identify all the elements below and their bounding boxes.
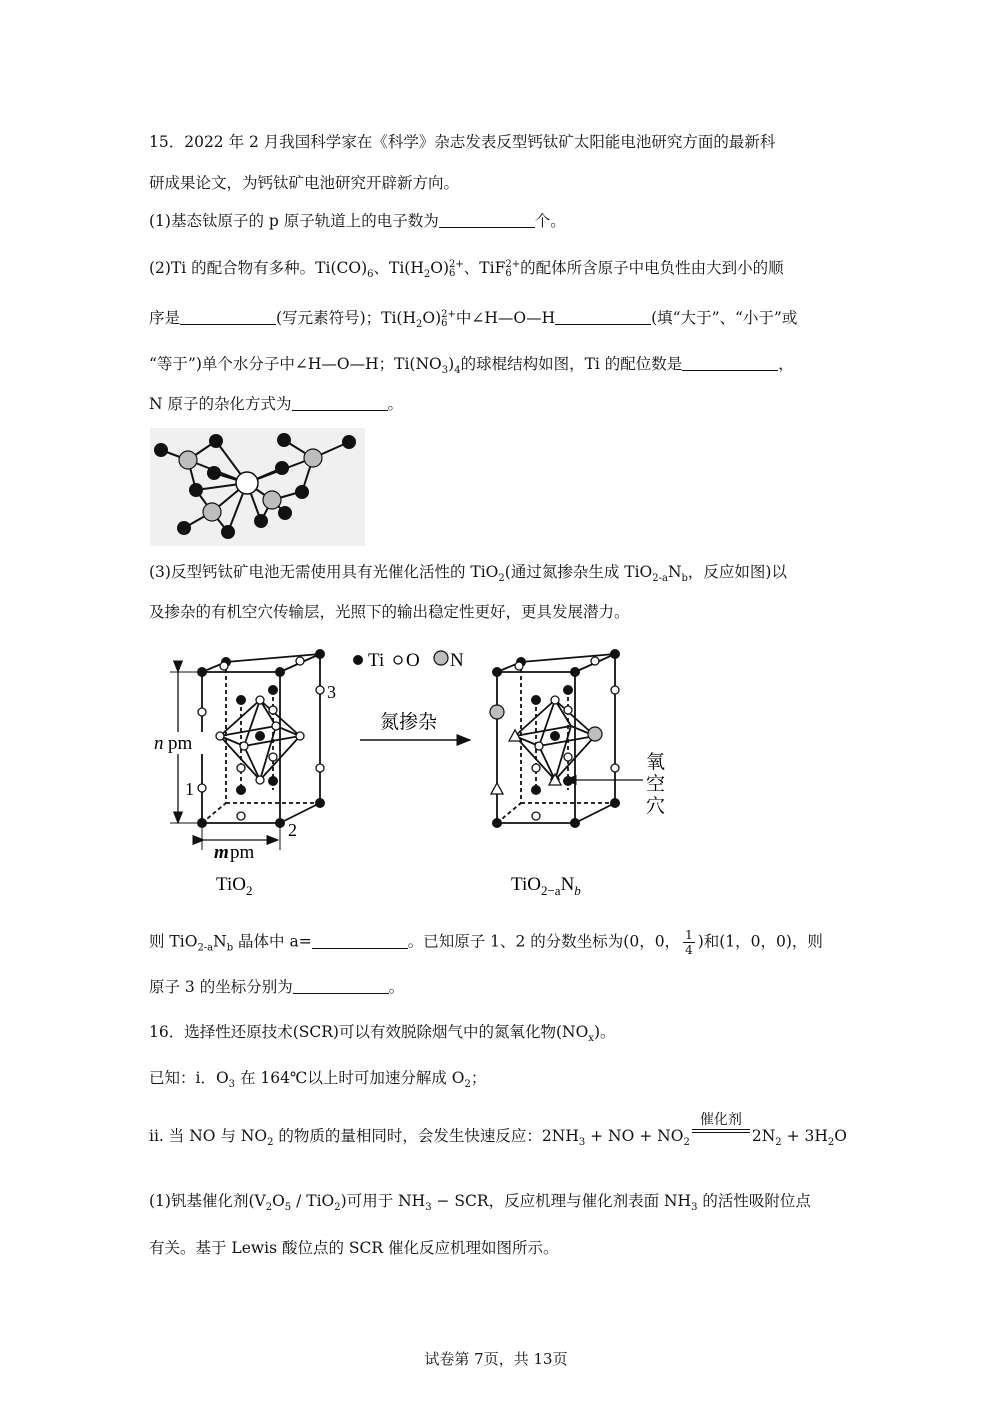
oxygen-atom — [278, 506, 292, 520]
subscript: x — [588, 1033, 594, 1045]
q15-part2-line4 — [149, 392, 403, 414]
text: (通过氮掺杂生成 TiO — [504, 563, 653, 581]
text: 已知：i．O — [149, 1069, 229, 1087]
q15-part1-tail: 个。 — [534, 212, 566, 230]
charge-index: 2+ 6 — [449, 259, 464, 279]
oxygen-atom — [177, 521, 191, 535]
oxygen-atom — [154, 443, 168, 457]
text: 、TiF — [463, 259, 506, 277]
dimension-m-label: m — [214, 842, 229, 863]
subscript: 6 — [367, 269, 374, 281]
text: )可用于 NH — [340, 1192, 426, 1210]
q15-part3-line2: 及掺杂的有机空穴传输层，光照下的输出稳定性更好，更具发展潜力。 — [149, 603, 630, 621]
text: 序是 — [149, 309, 181, 327]
text: (2)Ti 的配合物有多种。Ti(CO) — [149, 259, 368, 277]
atom-2-label: 2 — [288, 820, 297, 840]
legend-o: O — [406, 650, 420, 671]
subscript: 3 — [228, 1079, 236, 1091]
text: + NO + NO — [585, 1127, 684, 1145]
subscript: b — [226, 942, 234, 954]
text: 的物质的量相同时，会发生快速反应：2NH — [273, 1127, 579, 1145]
crystal-doping-figure — [148, 640, 708, 900]
q15-part2-line1 — [149, 256, 784, 280]
oxygen-atom — [295, 485, 309, 499]
q15-part3-line3 — [149, 928, 823, 957]
subscript: 2 — [683, 1137, 690, 1149]
text: 的配体所含原子中电负性由大到小的顺 — [520, 259, 784, 277]
answer-blank[interactable] — [180, 310, 276, 325]
charge-index: 2+ 6 — [441, 309, 456, 329]
subscript: b — [681, 573, 688, 585]
answer-blank[interactable] — [312, 934, 408, 949]
subscript: 2 — [415, 319, 423, 331]
nitrogen-atom — [263, 491, 281, 509]
answer-blank[interactable] — [439, 213, 535, 228]
q15-part2-line2 — [149, 306, 797, 330]
subscript: 2 — [827, 1137, 835, 1149]
text: (写元素符号)；Ti(H — [276, 309, 416, 327]
text: ， — [778, 355, 794, 373]
q15-part2-line3 — [149, 352, 794, 376]
subscript: 5 — [284, 1202, 292, 1214]
answer-blank[interactable] — [292, 396, 388, 411]
answer-blank[interactable] — [555, 310, 651, 325]
oxygen-atom — [275, 461, 289, 475]
oxygen-atom — [277, 433, 291, 447]
text: 、Ti(H — [373, 259, 424, 277]
ball-stick-structure-figure — [150, 428, 365, 546]
text: )和(1，0，0)，则 — [697, 932, 823, 951]
nitrogen-doping-label: 氮掺杂 — [380, 712, 438, 733]
nitrogen-atom — [179, 451, 197, 469]
dimension-m-unit: pm — [230, 842, 255, 863]
q15-line2: 研成果论文，为钙钛矿电池研究开辟新方向。 — [149, 174, 460, 192]
text: ii. 当 NO 与 NO — [149, 1127, 268, 1145]
text: O — [272, 1192, 285, 1210]
vacancy-label-2: 空 — [646, 774, 666, 795]
oxygen-atom — [207, 466, 221, 480]
text: 在 164℃以上时可加速分解成 O — [235, 1069, 465, 1087]
subscript: 3 — [691, 1202, 698, 1214]
text: 16．选择性还原技术(SCR)可以有效脱除烟气中的氮氧化物(NO — [149, 1023, 589, 1041]
q15-part3-line1 — [149, 560, 787, 584]
text: O) — [430, 259, 450, 277]
oxygen-atom — [254, 514, 268, 528]
q16-line3: ii. 当 NO 与 $NO_2$ 的物质的量相同时，会发生快速反应：$2NH_3$ + NO + $NO_2$ 催化剂 $2N_2 + 3H_2O$ — [149, 1112, 847, 1149]
answer-blank[interactable] — [293, 979, 389, 994]
text: / TiO — [291, 1192, 335, 1210]
text: “等于”)单个水分子中∠H—O—H；Ti(NO — [149, 355, 442, 373]
subscript: 2 — [464, 1079, 471, 1091]
text: 晶体中 a= — [233, 932, 312, 951]
subscript: 2 — [775, 1137, 782, 1149]
dimension-n-label: n — [154, 733, 164, 754]
subscript: 4 — [454, 365, 461, 377]
text: 。 — [388, 978, 405, 996]
oxygen-atom — [189, 483, 203, 497]
subscript: 2 — [267, 1137, 274, 1149]
text: ) — [448, 355, 455, 373]
atom-1-label: 1 — [185, 779, 194, 799]
subscript: 2 — [498, 573, 505, 585]
subscript: 3 — [425, 1202, 432, 1214]
subscript: 2 — [265, 1202, 273, 1214]
text: O) — [422, 309, 442, 327]
text: (3)反型钙钛矿电池无需使用具有光催化活性的 TiO — [149, 563, 499, 581]
atom-legend — [353, 650, 464, 671]
oxygen-atom — [209, 434, 223, 448]
text: N — [213, 932, 227, 951]
fraction: $\frac{1}{4}$ — [685, 928, 693, 957]
q16-line1 — [149, 1020, 616, 1044]
text: 。 — [387, 395, 404, 413]
subscript: 2 — [423, 269, 431, 281]
doped-caption: $TiO_{2-a}N_b$ — [511, 874, 581, 898]
text: 中∠H—O—H — [455, 309, 556, 327]
text: (填“大于”、“小于”或 — [651, 309, 798, 327]
nitrogen-atom — [203, 503, 221, 521]
text: (1)钒基催化剂(V — [149, 1192, 266, 1210]
answer-blank[interactable] — [682, 356, 778, 371]
text: 的球棍结构如图，Ti 的配位数是 — [460, 355, 683, 373]
text: 。已知原子 1、2 的分数坐标为(0，0， — [407, 932, 681, 951]
oxygen-atom — [221, 525, 235, 539]
oxygen-atom — [342, 435, 356, 449]
subscript: 2-a — [197, 942, 214, 954]
text: ； — [470, 1069, 487, 1087]
vacancy-label-1: 氧 — [646, 752, 666, 773]
q16-line4 — [149, 1189, 811, 1213]
text: 的活性吸附位点 — [697, 1192, 811, 1210]
doped-unit-cell — [490, 649, 665, 898]
text: O — [834, 1127, 847, 1145]
legend-ti: Ti — [368, 650, 385, 671]
charge-index: 2+ 6 — [505, 259, 521, 279]
atom-3-label: 3 — [327, 682, 336, 702]
tio2-unit-cell — [153, 649, 336, 898]
text: N 原子的杂化方式为 — [149, 395, 292, 413]
text: + 3H — [781, 1127, 828, 1145]
text: 则 TiO — [149, 932, 198, 951]
text: ，反应如图)以 — [687, 563, 787, 581]
titanium-atom — [236, 472, 258, 494]
page-footer: 试卷第 7页，共 13页 — [424, 1350, 568, 1368]
vacancy-label-3: 穴 — [646, 796, 666, 817]
text: − SCR，反应机理与催化剂表面 NH — [431, 1192, 692, 1210]
text: N — [667, 563, 682, 581]
q15-part1 — [149, 209, 566, 231]
legend-n: N — [450, 650, 464, 671]
tio2-caption: TiO$_2$ — [216, 874, 253, 898]
q15-line1: 15．2022 年 2 月我国科学家在《科学》杂志发表反型钙钛矿太阳能电池研究方面的最新科 — [149, 133, 776, 151]
text: 原子 3 的坐标分别为 — [149, 978, 293, 996]
subscript: 2-a — [652, 573, 668, 585]
subscript: 3 — [578, 1137, 586, 1149]
q16-line2 — [149, 1066, 486, 1090]
q15-part1-text: (1)基态钛原子的 p 原子轨道上的电子数为 — [149, 212, 439, 230]
subscript: 3 — [441, 365, 449, 377]
q16-line5: 有关。基于 Lewis 酸位点的 SCR 催化反应机理如图所示。 — [149, 1239, 559, 1257]
subscript: 2 — [334, 1202, 341, 1214]
dimension-n-unit: pm — [168, 733, 193, 754]
nitrogen-atom — [304, 449, 322, 467]
text: )。 — [593, 1023, 616, 1041]
text: 2N — [751, 1127, 776, 1145]
q15-part3-line4 — [149, 975, 404, 997]
